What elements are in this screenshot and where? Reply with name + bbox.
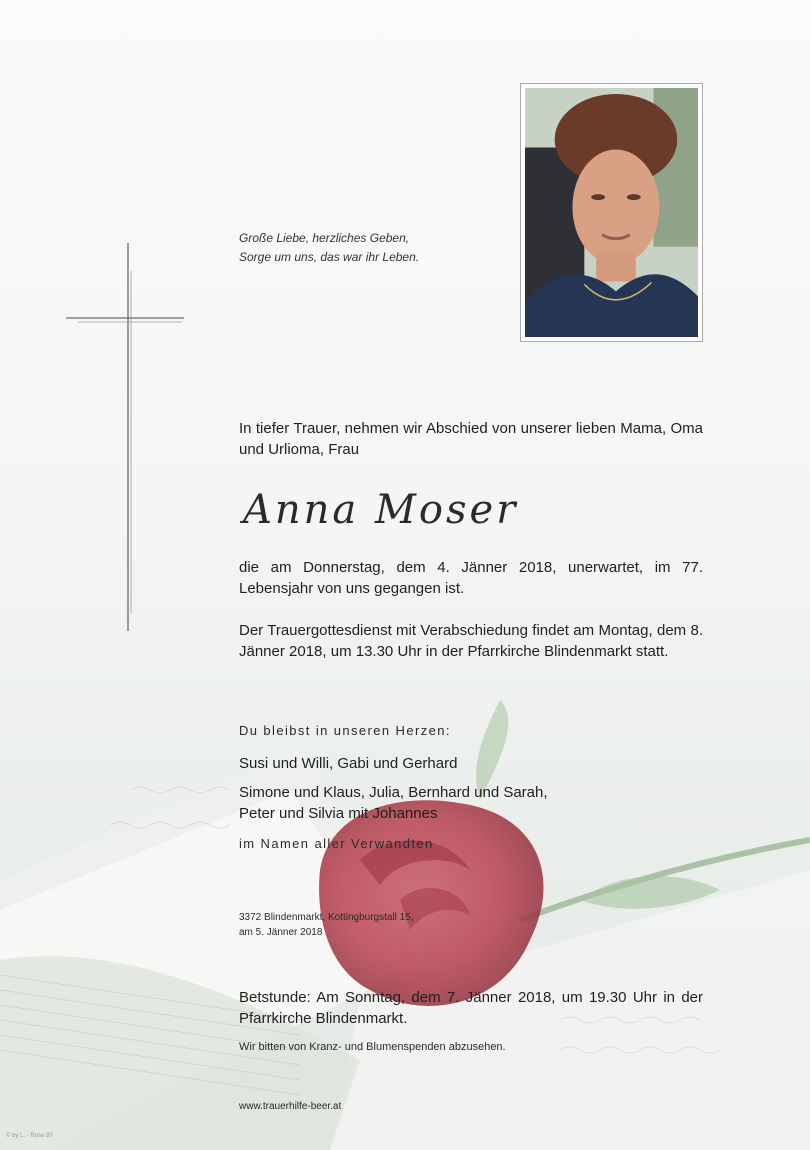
hearts-heading: Du bleibst in unseren Herzen: [239,723,451,738]
portrait-photo [520,83,703,342]
death-notice: die am Donnerstag, dem 4. Jänner 2018, unerwartet, im 77. Lebensjahr von uns gegangen ist. [239,559,703,597]
memorial-quote [239,229,419,267]
website-link[interactable]: www.trauerhilfe-beer.at [239,1101,342,1112]
family-list [239,753,548,824]
family-line-2: Simone und Klaus, Julia, Bernhard und Sarah, [239,784,548,801]
imprint-text: © by L. · Rose 80 [6,1133,53,1139]
intro-text: In tiefer Trauer, nehmen wir Abschied von unserer lieben Mama, Oma und Urlioma, Frau [239,420,703,458]
relatives-line: im Namen aller Verwandten [239,836,434,851]
service-notice: Der Trauergottesdienst mit Verabschiedung findet am Montag, dem 8. Jänner 2018, um 13.30 Uhr in der Pfarrkirche Blindenmarkt statt. [239,622,703,660]
address-block [239,910,414,940]
quote-line-1: Große Liebe, herzliches Geben, [239,231,410,245]
book-rose-background-image [0,640,810,1150]
donations-note: Wir bitten von Kranz- und Blumenspenden abzusehen. [239,1041,506,1053]
cross-icon [66,243,186,633]
prayer-notice: Betstunde: Am Sonntag, dem 7. Jänner 2018, um 19.30 Uhr in der Pfarrkirche Blindenmarkt. [239,989,703,1027]
address-line-2: am 5. Jänner 2018 [239,927,323,938]
address-line-1: 3372 Blindenmarkt, Kottingburgstall 15, [239,912,414,923]
family-line-1: Susi und Willi, Gabi und Gerhard [239,755,458,772]
quote-line-2: Sorge um uns, das war ihr Leben. [239,250,420,264]
deceased-name: Anna Moser [243,487,519,533]
family-line-3: Peter und Silvia mit Johannes [239,805,438,822]
